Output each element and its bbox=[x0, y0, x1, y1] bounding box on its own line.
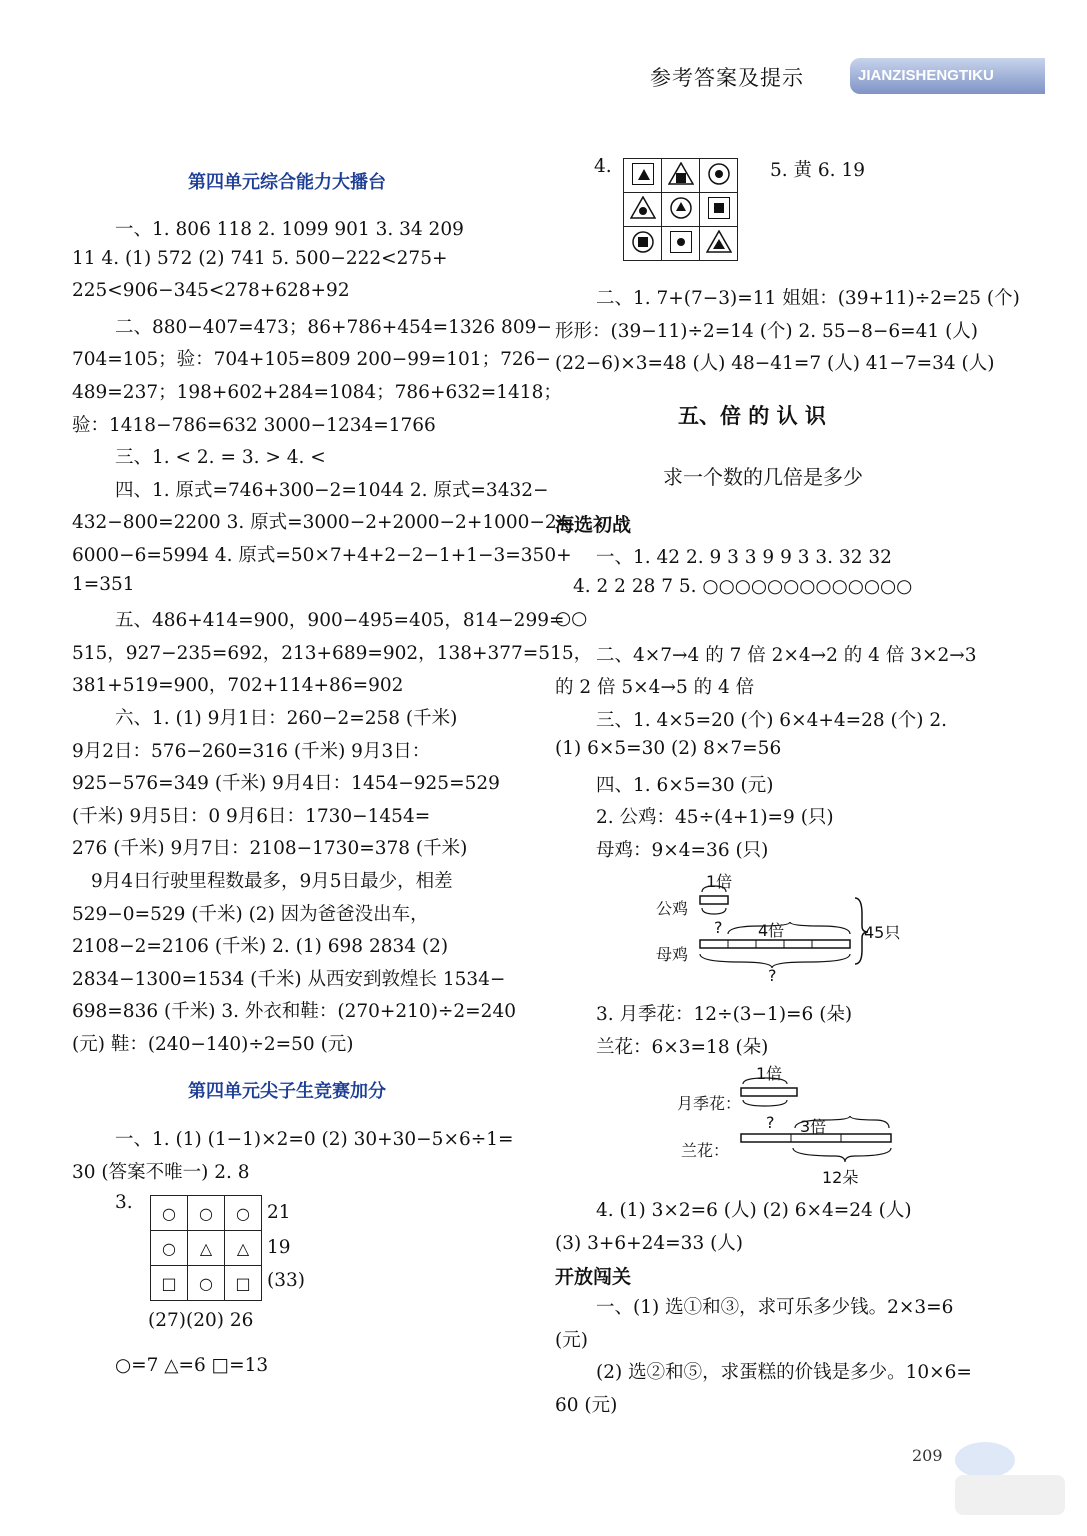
shape-cell bbox=[624, 159, 662, 193]
header-badge: JIANZISHENGTIKU bbox=[850, 58, 1045, 94]
text-line: 6000−6=5994 4. 原式=50×7+4+2−2−1+1−3=350+ bbox=[72, 545, 572, 566]
grid-cell: △ bbox=[188, 1231, 225, 1266]
text-line: (2) 选②和⑤，求蛋糕的价钱是多少。10×6= bbox=[596, 1362, 972, 1383]
text-line: 225<906−345<278+628+92 bbox=[72, 280, 350, 302]
text-line: 的 2 倍 5×4→5 的 4 倍 bbox=[555, 677, 755, 698]
d2-q: ? bbox=[766, 1113, 775, 1132]
header-title: 参考答案及提示 bbox=[650, 66, 804, 90]
grid-cell: ○ bbox=[188, 1266, 225, 1301]
text-line: 验：1418−786=632 3000−1234=1766 bbox=[72, 414, 436, 436]
d2-one: 1倍 bbox=[756, 1064, 783, 1083]
text-line: (3) 3+6+24=33 (人) bbox=[555, 1232, 744, 1254]
grid-cell: △ bbox=[225, 1231, 262, 1266]
text-line: 一、1. 806 118 2. 1099 901 3. 34 209 bbox=[115, 219, 464, 240]
grid-cell: ○ bbox=[225, 1196, 262, 1231]
text-line: 一、(1) 选①和③，求可乐多少钱。2×3=6 bbox=[596, 1297, 954, 1318]
text-line: 2. 公鸡：45÷(4+1)=9 (只) bbox=[596, 807, 834, 828]
text-line: 母鸡：9×4=36 (只) bbox=[596, 839, 769, 861]
row-sum: 19 bbox=[267, 1237, 291, 1258]
section-title: 第四单元综合能力大播台 bbox=[188, 172, 386, 193]
d1-q: ? bbox=[714, 918, 723, 937]
q4-label: 4. bbox=[594, 156, 612, 177]
text-line: 9月2日：576−260=316 (千米) 9月3日： bbox=[72, 740, 431, 762]
text-line: 四、1. 6×5=30 (元) bbox=[596, 774, 774, 796]
chapter-title: 五、倍 的 认 识 bbox=[678, 404, 826, 428]
col-sums: (27)(20) 26 bbox=[148, 1310, 254, 1331]
grid-cell: □ bbox=[151, 1266, 188, 1301]
text-line: 四、1. 原式=746+300−2=1044 2. 原式=3432− bbox=[115, 479, 549, 501]
text-line: 925−576=349 (千米) 9月4日：1454−925=529 bbox=[72, 773, 500, 795]
text-line: (22−6)×3=48 (人) 48−41=7 (人) 41−7=34 (人) bbox=[555, 353, 995, 374]
text-line: 4. 2 2 28 7 5. ○○○○○○○○○○○○○ bbox=[573, 575, 913, 597]
d2-a: 月季花： bbox=[677, 1094, 742, 1113]
text-line: 698=836 (千米) 3. 外衣和鞋：(270+210)÷2=240 bbox=[72, 1001, 516, 1023]
d1-q2: ? bbox=[768, 966, 777, 985]
d1-four: 4倍 bbox=[758, 921, 785, 940]
text-line: 9月4日行驶里程数最多，9月5日最少，相差 bbox=[91, 871, 453, 892]
grid-cell: ○ bbox=[188, 1196, 225, 1231]
row-sum: 21 bbox=[267, 1202, 291, 1223]
text-line: 1=351 bbox=[72, 573, 135, 595]
text-line: 3. 月季花：12÷(3−1)=6 (朵) bbox=[596, 1004, 853, 1025]
text-line: 11 4. (1) 572 (2) 741 5. 500−222<275+ bbox=[72, 247, 448, 269]
text-line: 三、1. 4×5=20 (个) 6×4+4=28 (个) 2. bbox=[596, 709, 948, 731]
symbol-answer: ○=7 △=6 □=13 bbox=[115, 1355, 269, 1376]
d2-b: 兰花： bbox=[681, 1141, 730, 1160]
text-line: 二、1. 7+(7−3)=11 姐姐：(39+11)÷2=25 (个) bbox=[596, 288, 1020, 309]
text-line: 489=237；198+602+284=1084；786+632=1418； bbox=[72, 382, 562, 403]
d1-one: 1倍 bbox=[706, 872, 733, 891]
text-line: 二、880−407=473；86+786+454=1326 809− bbox=[115, 316, 552, 338]
text-line: (千米) 9月5日：0 9月6日：1730−1454= bbox=[72, 805, 431, 827]
d2-three: 3倍 bbox=[800, 1117, 827, 1136]
d1-total: 45只 bbox=[864, 923, 901, 942]
shape-cell bbox=[700, 159, 738, 193]
shape-cell bbox=[700, 193, 738, 227]
text-line: 60 (元) bbox=[555, 1394, 618, 1416]
text-line: 兰花：6×3=18 (朵) bbox=[596, 1036, 769, 1058]
text-line: 二、4×7→4 的 7 倍 2×4→2 的 4 倍 3×2→3 bbox=[596, 644, 977, 666]
d2-n: 12朵 bbox=[822, 1168, 859, 1187]
shape-grid bbox=[623, 158, 738, 261]
text-line: 381+519=900，702+114+86=902 bbox=[72, 675, 404, 697]
section-title-2: 第四单元尖子生竞赛加分 bbox=[188, 1081, 386, 1102]
text-line: 三、1. < 2. = 3. > 4. < bbox=[115, 447, 326, 469]
row-sum: (33) bbox=[267, 1270, 305, 1291]
shape-cell bbox=[662, 159, 700, 193]
d1-a: 公鸡 bbox=[656, 899, 689, 918]
grid-cell: ○ bbox=[151, 1231, 188, 1266]
text-line: 六、1. (1) 9月1日：260−2=258 (千米) bbox=[115, 708, 458, 729]
bar-diagram-2 bbox=[735, 1076, 895, 1166]
text-line: 432−800=2200 3. 原式=3000−2+2000−2+1000−2= bbox=[72, 512, 573, 534]
bar-diagram-1 bbox=[690, 884, 870, 974]
symbol-grid bbox=[150, 1195, 262, 1301]
watermark-logo-icon bbox=[945, 1430, 1075, 1520]
heading-haixuan: 海选初战 bbox=[555, 514, 632, 536]
grid-cell: □ bbox=[225, 1266, 262, 1301]
text-line: 一、1. 42 2. 9 3 3 9 9 3 3. 32 32 bbox=[596, 547, 892, 568]
shape-cell bbox=[700, 227, 738, 261]
text-line: 五、486+414=900，900−495=405，814−299= bbox=[115, 610, 565, 632]
text-line: 2834−1300=1534 (千米) 从西安到敦煌长 1534− bbox=[72, 968, 506, 990]
text-line: 2108−2=2106 (千米) 2. (1) 698 2834 (2) bbox=[72, 936, 449, 958]
text-line: ○○ bbox=[555, 608, 588, 629]
text-line: 515，927−235=692，213+689=902，138+377=515， bbox=[72, 642, 593, 664]
shape-cell bbox=[624, 193, 662, 227]
text-line: 529−0=529 (千米) (2) 因为爸爸没出车， bbox=[72, 903, 429, 925]
text-line: 704=105；验：704+105=809 200−99=101；726− bbox=[72, 349, 551, 371]
text-line: 形形：(39−11)÷2=14 (个) 2. 55−8−6=41 (人) bbox=[555, 320, 978, 342]
subtitle: 求一个数的几倍是多少 bbox=[663, 465, 863, 489]
d1-b: 母鸡 bbox=[656, 945, 689, 964]
shape-cell bbox=[624, 227, 662, 261]
text-line: 4. (1) 3×2=6 (人) (2) 6×4=24 (人) bbox=[596, 1200, 912, 1221]
text-line: 一、1. (1) (1−1)×2=0 (2) 30+30−5×6÷1= bbox=[115, 1129, 514, 1150]
shape-cell bbox=[662, 227, 700, 261]
text-line: (1) 6×5=30 (2) 8×7=56 bbox=[555, 738, 782, 759]
text-line: (元) 鞋：(240−140)÷2=50 (元) bbox=[72, 1034, 354, 1055]
q4-after: 5. 黄 6. 19 bbox=[770, 160, 865, 181]
text-line: 276 (千米) 9月7日：2108−1730=378 (千米) bbox=[72, 838, 468, 860]
q3-label: 3. bbox=[115, 1192, 133, 1213]
grid-cell: ○ bbox=[151, 1196, 188, 1231]
text-line: (元) bbox=[555, 1329, 588, 1351]
shape-cell bbox=[662, 193, 700, 227]
text-line: 30 (答案不唯一) 2. 8 bbox=[72, 1161, 250, 1183]
page-number: 209 bbox=[912, 1446, 943, 1465]
heading-kaifang: 开放闯关 bbox=[555, 1266, 632, 1288]
